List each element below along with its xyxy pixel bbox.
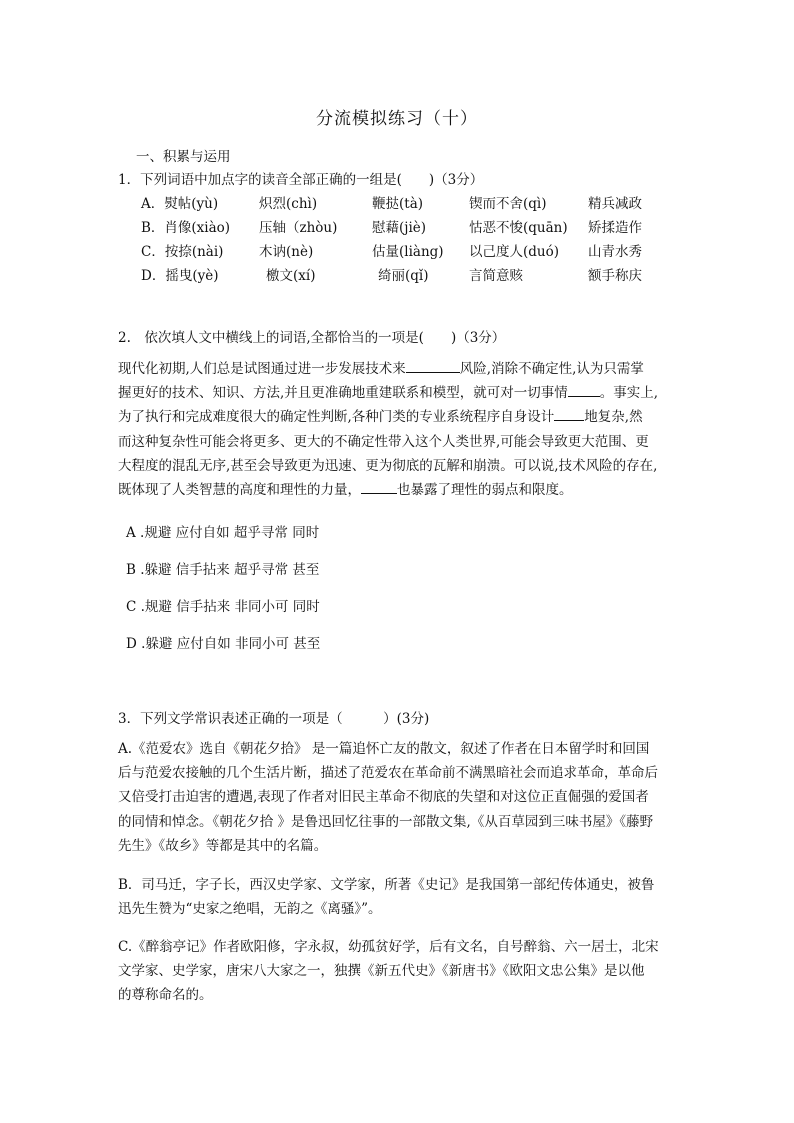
question-2-choice-d: D .躲避 应付自如 非同小可 甚至 <box>126 636 321 652</box>
option-cell: 木讷(nè) <box>259 244 314 260</box>
question-3-stem: 3．下列文学常识表述正确的一项是（ ）(3分) <box>118 711 430 727</box>
option-cell: 檄文(xí) <box>266 268 316 284</box>
option-cell: 以己度人(duó) <box>469 244 559 260</box>
blank-4 <box>361 479 397 494</box>
question-2-stem: 2. 依次填人文中横线上的词语,全都恰当的一项是( )（3分） <box>118 330 506 346</box>
option-cell: 额手称庆 <box>588 268 642 284</box>
question-2-choice-c: C .规避 信手拈来 非同小可 同时 <box>126 599 320 615</box>
question-1-option-d <box>141 264 701 284</box>
option-cell: C．按捺(nài) <box>141 244 224 260</box>
option-cell: 慰藉(jiè) <box>372 220 427 236</box>
question-3-option-c: C.《醉翁亭记》作者欧阳修，字永叔，幼孤贫好学，后有文名，自号醉翁、六一居士，北宋 文学家、史学家，唐宋八大家之一，独撰《新五代史》《新唐书》《欧阳文忠公集》是以他 的尊称命名的。 <box>118 939 659 1004</box>
blank-1 <box>406 358 460 373</box>
question-1-option-b <box>141 216 701 236</box>
option-cell: 山青水秀 <box>588 244 642 260</box>
question-3-option-a: A.《范爱农》选自《朝花夕拾》 是一篇追怀亡友的散文，叙述了作者在日本留学时和回国 后与范爱农接触的几个生活片断，描述了范爱农在革命前不满黑暗社会而追求革命，革命后 又倍受打击迫害的遭遇,表现了作者对旧民主革命不彻底的失望和对这位正直倔强的爱国者 的同情和悼念。《朝花夕拾 》是鲁迅回忆往事的一部散文集,《从百草园到三味书屋》《藤野 先生》《故乡》等都是其中的名篇。 <box>118 741 658 854</box>
option-cell: 矫揉造作 <box>588 220 642 236</box>
option-cell: 鞭挞(tà) <box>372 196 424 212</box>
option-cell: A．熨帖(yù) <box>141 196 219 212</box>
option-cell: 绮丽(qǐ) <box>378 268 429 284</box>
option-cell: B．肖像(xiào) <box>141 220 231 236</box>
question-2-choice-a: A .规避 应付自如 超乎寻常 同时 <box>126 525 320 541</box>
option-cell: 言简意赅 <box>469 268 523 284</box>
question-1-option-a <box>141 192 701 212</box>
option-cell: 压轴（zhòu) <box>259 220 338 236</box>
option-cell: 精兵减政 <box>588 196 642 212</box>
section-heading: 一、积累与运用 <box>136 149 231 165</box>
option-cell: 锲而不舍(qì) <box>469 196 547 212</box>
blank-3 <box>554 406 584 421</box>
page-title: 分流模拟练习（十） <box>316 109 478 129</box>
blank-2 <box>568 382 600 397</box>
option-cell: 估量(liàng) <box>372 244 444 260</box>
option-cell: 怙恶不悛(quān) <box>469 220 568 236</box>
question-1-stem: 1．下列词语中加点字的读音全部正确的一组是( )（3分） <box>118 172 484 188</box>
question-1-option-c <box>141 240 701 260</box>
option-cell: D．摇曳(yè) <box>141 268 219 284</box>
question-2-passage: 现代化初期,人们总是试图通过进一步发展技术来 风险,消除不确定性,认为只需掌 握更好的技术、知识、方法,并且更准确地重建联系和模型，就可对一切事情 。事实上, 为了执行和完成难度很大的确定性判断,各种门类的专业系统程序自身设计 地复杂,然 而这种复杂性可能会将更多、更大的不确定性带入这个人类世界,可能会导致更大范围、更 大程度的混乱无序,甚至会导致更为迅速、更为彻底的瓦解和崩溃。可以说,技术风险的存在, 既体现了人类智慧的高度和理性的力量， 也暴露了理性的弱点和限度。 <box>118 357 680 502</box>
question-3-option-b: B．司马迁，字子长，西汉史学家、文学家，所著《史记》是我国第一部纪传体通史，被鲁 迅先生赞为“史家之绝唱，无韵之《离骚》”。 <box>118 877 655 918</box>
question-2-choice-b: B .躲避 信手拈来 超乎寻常 甚至 <box>126 562 320 578</box>
option-cell: 炽烈(chì) <box>259 196 318 212</box>
